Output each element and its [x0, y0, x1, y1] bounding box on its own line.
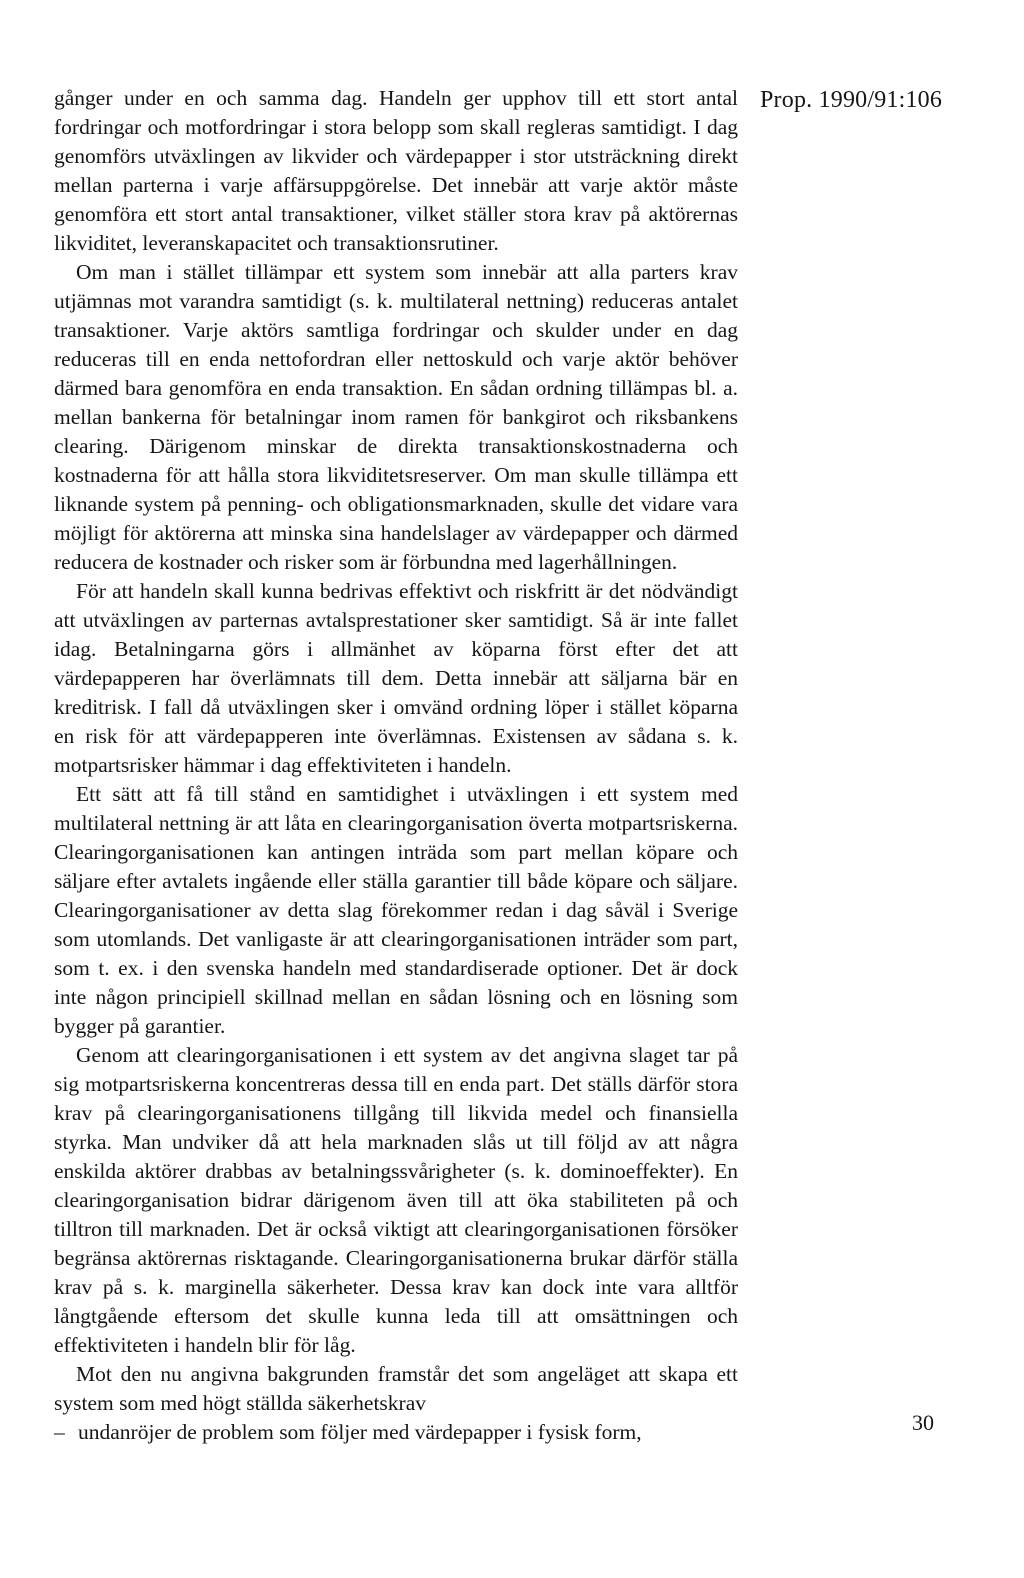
- paragraph-3: För att handeln skall kunna bedrivas effektivt och riskfritt är det nödvändigt att utväxlingen av parternas avtalsprestationer sker samtidigt. Så är inte fallet idag. Betalningarna görs i allmänhet av köparna först efter det att värdepapperen har överlämnats till dem. Detta innebär att säljarna bär en kreditrisk. I fall då utväxlingen sker i omvänd ordning löper i stället köparna en risk för att värdepapperen inte överlämnas. Existensen av sådana s. k. motpartsrisker hämmar i dag effektiviteten i handeln.: [54, 579, 738, 777]
- paragraph-1: gånger under en och samma dag. Handeln ger upphov till ett stort antal fordringar och motfordringar i stora belopp som skall regleras samtidigt. I dag genomförs utväxlingen av likvider och värdepapper i stor utsträckning direkt mellan parterna i varje affärsuppgörelse. Det innebär att varje aktör måste genomföra ett stort antal transaktioner, vilket ställer stora krav på aktörernas likviditet, leveranskapacitet och transaktionsrutiner.: [54, 86, 738, 255]
- page-number: 30: [912, 1410, 934, 1435]
- paragraph-2: Om man i stället tillämpar ett system som innebär att alla parters krav utjämnas mot varandra samtidigt (s. k. multilateral nettning) reduceras antalet transaktioner. Varje aktörs samtliga fordringar och skulder under en dag reduceras till en enda nettofordran eller nettoskuld och varje aktör behöver därmed bara genomföra en enda transaktion. En sådan ordning tillämpas bl. a. mellan bankerna för betalningar inom ramen för bankgirot och riksbankens clearing. Därigenom minskar de direkta transaktionskostnaderna och kostnaderna för att hålla stora likviditetsreserver. Om man skulle tillämpa ett liknande system på penning- och obligationsmarknaden, skulle det vidare vara möjligt för aktörerna att minska sina handelslager av värdepapper och därmed reducera de kostnader och risker som är förbundna med lagerhållningen.: [54, 260, 738, 574]
- list-item-text: undanröjer de problem som följer med värdepapper i fysisk form,: [78, 1420, 642, 1444]
- body-text: [54, 84, 738, 1447]
- paragraph-6: Mot den nu angivna bakgrunden framstår det som angeläget att skapa ett system som med högt ställda säkerhetskrav: [54, 1362, 738, 1415]
- paragraph-4: Ett sätt att få till stånd en samtidighet i utväxlingen i ett system med multilateral nettning är att låta en clearingorganisation överta motpartsriskerna. Clearingorganisationen kan antingen inträda som part mellan köpare och säljare efter avtalets ingående eller ställa garantier till både köpare och säljare. Clearingorganisationer av detta slag förekommer redan i dag såväl i Sverige som utomlands. Det vanligaste är att clearingorganisationen inträder som part, som t. ex. i den svenska handeln med standardiserade optioner. Det är dock inte någon principiell skillnad mellan en sådan lösning och en lösning som bygger på garantier.: [54, 782, 738, 1038]
- document-reference: Prop. 1990/91:106: [760, 87, 943, 113]
- list-dash: –: [54, 1420, 65, 1444]
- list-item: [54, 1418, 738, 1447]
- paragraph-5: Genom att clearingorganisationen i ett system av det angivna slaget tar på sig motpartsriskerna koncentreras dessa till en enda part. Det ställs därför stora krav på clearingorganisationens tillgång till likvida medel och finansiella styrka. Man undviker då att hela marknaden slås ut till följd av att några enskilda aktörer drabbas av betalningssvårigheter (s. k. dominoeffekter). En clearingorganisation bidrar därigenom även till att öka stabiliteten på och tilltron till marknaden. Det är också viktigt att clearingorganisationen försöker begränsa aktörernas risktagande. Clearingorganisationerna brukar därför ställa krav på s. k. marginella säkerheter. Dessa krav kan dock inte vara alltför långtgående eftersom det skulle kunna leda till att omsättningen och effektiviteten i handeln blir för låg.: [54, 1043, 738, 1357]
